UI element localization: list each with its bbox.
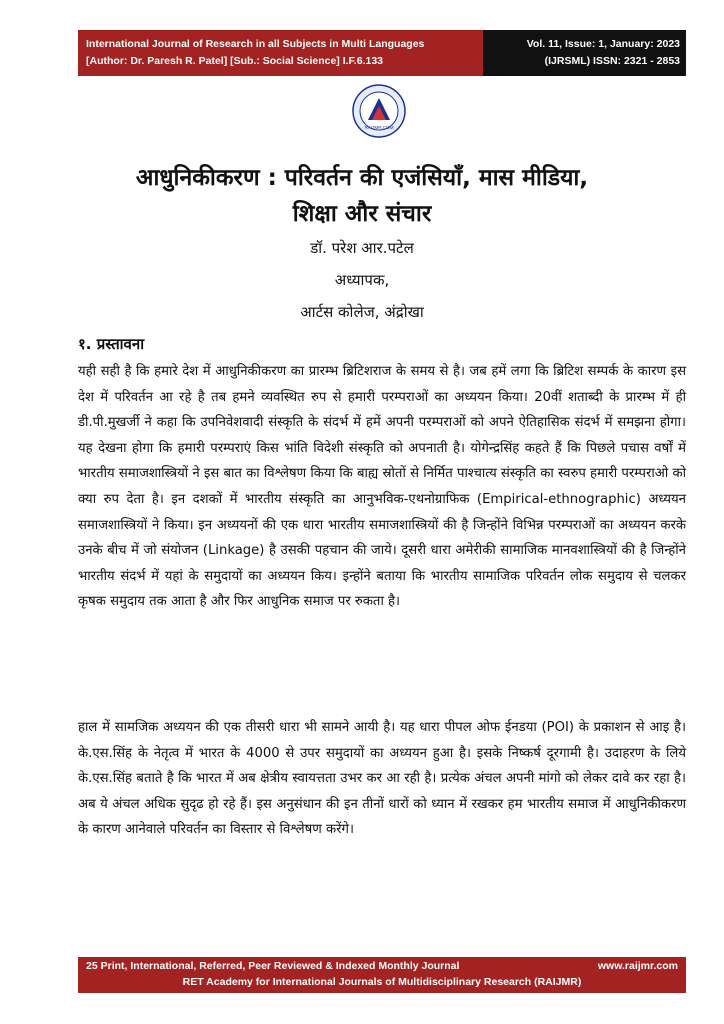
journal-info — [78, 30, 483, 76]
title-line-2: शिक्षा और संचार — [292, 201, 432, 227]
paragraph-text: यही सही है कि हमारे देश में आधुनिकीकरण का प्रारम्भ ब्रिटिशराज के समय से है। जब हमें लगा कि ब्रिटिश सम्पर्क के कारण इस देश में परिवर्तन आ रहे है तब हमने व्यवस्थित रुप से हमारी परम्पराओं का अध्ययन किया। 20वीं शताब्दी के प्रारम्भ में ही डी.पी.मुखर्जी ने कहा कि उपनिवेशवादी संस्कृति के संदर्भ में हमें अपनी परम्पराओं को अपने ऐतिहासिक संदर्भ में समझना होगा। यह देखना होगा कि हमारी परम्पराएं किस भांति विदेशी संस्कृति को अपनाती है। योगेन्द्रसिंह कहते हैं कि पिछले पचास वर्षों में भारतीय समाजशास्त्रियों ने इस बात का विश्लेषण किया कि बाह्य स्रोतों से निर्मित पाश्चात्य संस्कृति का स्वरुप हमारी परम्पराओ को क्या रुप देता है। इन दशकों में भारतीय संस्कृति का आनुभविक-एथनोग्राफिक (Empirical-ethnographic) अध्ययन समाजशास्त्रियों ने किया। इन अध्ययनों की एक धारा भारतीय समाजशास्त्रियों की है जिन्होंने विभिन्न परम्पराओं का अध्ययन करके उनके बीच में जो संयोजन (Linkage) है उसकी पहचान की जाये। दूसरी धारा अमेरीकी सामाजिक मानवशास्त्रियों की है जिन्होंने भारतीय संदर्भ में यहां के समुदायों का अध्ययन किय। इन्होंने बताया कि भारतीय सामाजिक परिवर्तन लोक समुदाय से चलकर कृषक समुदाय तक आता है और फिर आधुनिक समाज पर रुकता है। — [78, 364, 686, 610]
footer-line-1 — [86, 960, 459, 972]
footer-publisher: RET Academy for International Journals of Multidisciplinary Research (RAIJMR) — [182, 976, 582, 988]
journal-logo — [352, 84, 406, 138]
journal-footer — [78, 957, 686, 993]
journal-header — [78, 30, 686, 76]
volume-issue: Vol. 11, Issue: 1, January: 2023 — [526, 38, 680, 50]
issue-info — [483, 30, 686, 76]
author-designation: अध्यापक, — [334, 271, 390, 289]
paragraph-text: हाल में सामजिक अध्ययन की एक तीसरी धारा भी सामने आयी है। यह धारा पीपल ओफ ईनडया (POI) के प्रकाशन से आइ है। के.एस.सिंह के नेतृत्व में भारत के 4000 से उपर समुदायों का अध्ययन हुआ है। इसके निष्कर्ष दूरगामी है। उदाहरण के लिये के.एस.सिंह बताते है कि भारत में अब क्षेत्रीय स्वायत्तता उभर कर आ रही है। प्रत्येक अंचल अपनी मांगो को लेकर दावे कर रहा है। अब ये अंचल अधिक सुदृढ हो रहे हैं। इस अनुसंधान की इन तीनों धारों को ध्यान में रखकर हम भारतीय समाज में आधुनिकीकरण के कारण आनेवाले परिवर्तन का विस्तार से विश्लेषण करेंगे। — [78, 720, 686, 838]
title-line-1: आधुनिकीकरण : परिवर्तन की एजंसियाँ, मास मीडिया, — [135, 165, 589, 191]
section-heading: १. प्रस्तावना — [78, 335, 145, 353]
body-paragraph-2 — [78, 715, 686, 843]
logo-text: RAIJMR.COM — [364, 125, 394, 130]
issn: (IJRSML) ISSN: 2321 - 2853 — [544, 55, 680, 67]
body-paragraph-1 — [78, 359, 686, 615]
footer-journal-type: Print, International, Referred, Peer Reviewed & Indexed Monthly Journal — [100, 960, 460, 972]
journal-name: International Journal of Research in all Subjects in Multi Languages — [86, 38, 425, 50]
article-title — [78, 160, 646, 232]
author-subject-line: [Author: Dr. Paresh R. Patel] [Sub.: Social Science] I.F.6.133 — [86, 55, 383, 67]
author-name: डॉ. परेश आर.पटेल — [310, 239, 414, 257]
page-number: 25 — [86, 960, 98, 972]
footer-website-link[interactable]: www.raijmr.com — [597, 960, 678, 972]
author-institution: आर्टस कोलेज, अंद्रोखा — [300, 303, 424, 321]
